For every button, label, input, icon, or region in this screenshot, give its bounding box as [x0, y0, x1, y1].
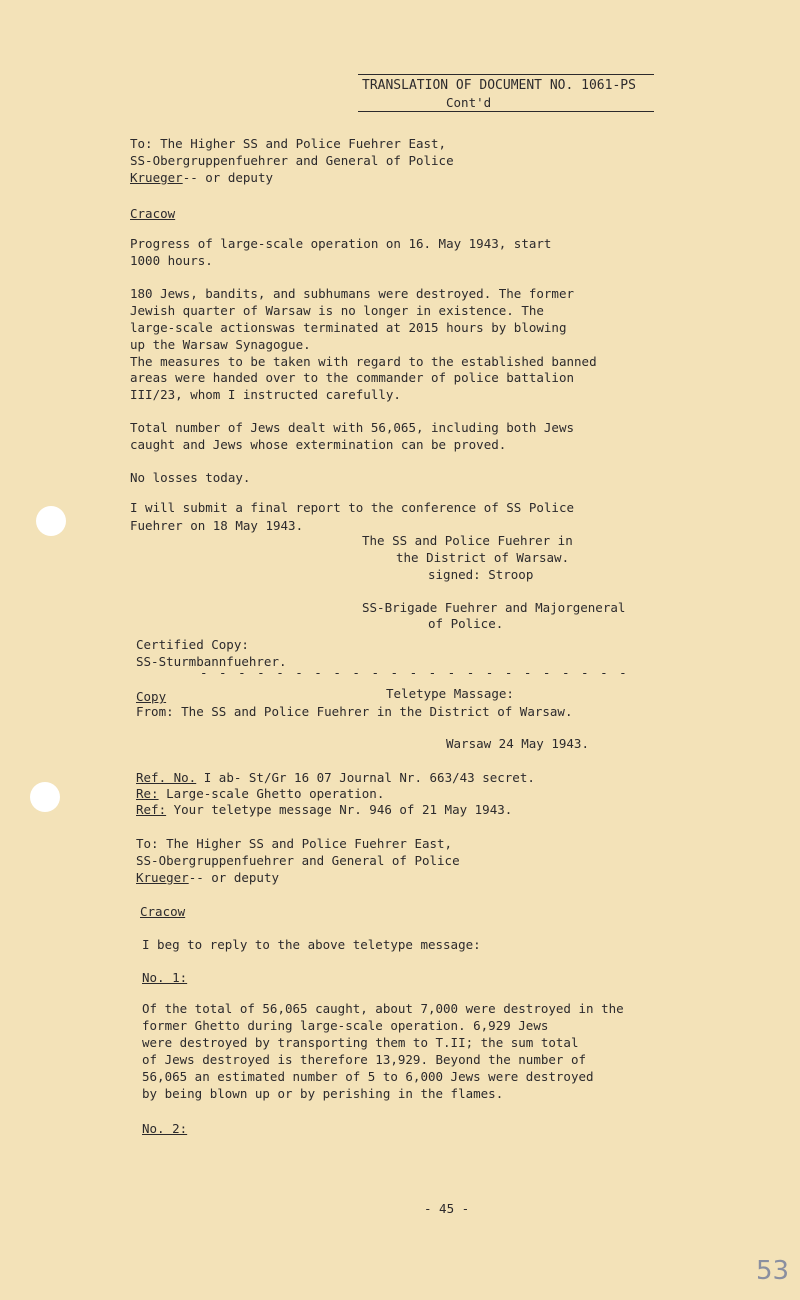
- addressee-line-3: [136, 870, 279, 885]
- body-line: 1000 hours.: [130, 253, 213, 268]
- document-subtitle: Cont'd: [446, 95, 492, 110]
- body-line: Progress of large-scale operation on 16. May 1943, start: [130, 236, 552, 251]
- copy-label: Copy: [136, 689, 167, 704]
- addressee-line-2: SS-Obergruppenfuehrer and General of Police: [130, 153, 454, 168]
- body-line: areas were handed over to the commander of police battalion: [130, 370, 575, 385]
- place-cracow: Cracow: [130, 206, 176, 221]
- reference-text: I ab- St/Gr 16 07 Journal Nr. 663/43 secret.: [196, 770, 535, 785]
- reference-label: Ref. No.: [136, 770, 197, 785]
- item-no-1-line: of Jews destroyed is therefore 13,929. Beyond the number of: [142, 1052, 587, 1067]
- reference-2-line: [136, 802, 512, 817]
- item-no-1-line: were destroyed by transporting them to T.II; the sum total: [142, 1035, 579, 1050]
- certified-line: Certified Copy:: [136, 637, 249, 652]
- page-number: - 45 -: [424, 1201, 470, 1216]
- signature-line: the District of Warsaw.: [396, 550, 570, 565]
- separator: - - - - - - - - - - - - - - - - - - - - - - -: [200, 665, 629, 680]
- body-line: I will submit a final report to the conference of SS Police: [130, 500, 575, 515]
- body-line: Jewish quarter of Warsaw is no longer in existence. The: [130, 303, 544, 318]
- body-line: Total number of Jews dealt with 56,065, including both Jews: [130, 420, 575, 435]
- addressee-suffix: -- or deputy: [188, 870, 279, 885]
- signature-line: The SS and Police Fuehrer in: [362, 533, 573, 548]
- body-line: 180 Jews, bandits, and subhumans were destroyed. The former: [130, 286, 575, 301]
- header-rule-top: [358, 74, 654, 75]
- body-line: large-scale actionswas terminated at 2015 hours by blowing: [130, 320, 567, 335]
- signature-line: signed: Stroop: [428, 567, 534, 582]
- addressee-name: Krueger: [130, 170, 183, 185]
- subject-label: Re:: [136, 786, 159, 801]
- subject-text: Large-scale Ghetto operation.: [158, 786, 385, 801]
- body-line: Fuehrer on 18 May 1943.: [130, 518, 304, 533]
- addressee-line-1: To: The Higher SS and Police Fuehrer East,: [136, 836, 453, 851]
- addressee-name: Krueger: [136, 870, 189, 885]
- subject-line: [136, 786, 384, 801]
- document-title: TRANSLATION OF DOCUMENT NO. 1061-PS: [362, 78, 636, 93]
- certified-line: SS-Sturmbannfuehrer.: [136, 654, 287, 669]
- from-line: From: The SS and Police Fuehrer in the District of Warsaw.: [136, 704, 573, 719]
- body-line: up the Warsaw Synagogue.: [130, 337, 311, 352]
- reply-line: I beg to reply to the above teletype message:: [142, 937, 481, 952]
- reference-2-text: Your teletype message Nr. 946 of 21 May 1943.: [166, 802, 513, 817]
- item-no-1-line: former Ghetto during large-scale operation. 6,929 Jews: [142, 1018, 549, 1033]
- pencil-page-mark: 53: [756, 1256, 790, 1286]
- body-line: caught and Jews whose extermination can be proved.: [130, 437, 507, 452]
- reference-line: [136, 770, 535, 785]
- item-no-1-line: Of the total of 56,065 caught, about 7,000 were destroyed in the: [142, 1001, 624, 1016]
- addressee-suffix: -- or deputy: [182, 170, 273, 185]
- addressee-line-1: To: The Higher SS and Police Fuehrer East,: [130, 136, 447, 151]
- item-no-1-label: No. 1:: [142, 970, 188, 985]
- item-no-1-line: by being blown up or by perishing in the flames.: [142, 1086, 504, 1101]
- date-line: Warsaw 24 May 1943.: [446, 736, 589, 751]
- addressee-line-2: SS-Obergruppenfuehrer and General of Police: [136, 853, 460, 868]
- reference-2-label: Ref:: [136, 802, 167, 817]
- place-cracow: Cracow: [140, 904, 186, 919]
- signature-line: SS-Brigade Fuehrer and Majorgeneral: [362, 600, 626, 615]
- body-line: No losses today.: [130, 470, 251, 485]
- item-no-2-label: No. 2:: [142, 1121, 188, 1136]
- item-no-1-line: 56,065 an estimated number of 5 to 6,000 Jews were destroyed: [142, 1069, 594, 1084]
- punch-hole-bottom: [30, 782, 60, 812]
- addressee-line-3: [130, 170, 273, 185]
- teletype-label: Teletype Massage:: [386, 686, 514, 701]
- body-line: The measures to be taken with regard to the established banned: [130, 354, 597, 369]
- punch-hole-top: [36, 506, 66, 536]
- body-line: III/23, whom I instructed carefully.: [130, 387, 401, 402]
- header-rule-bottom: [358, 111, 654, 112]
- signature-line: of Police.: [428, 616, 504, 631]
